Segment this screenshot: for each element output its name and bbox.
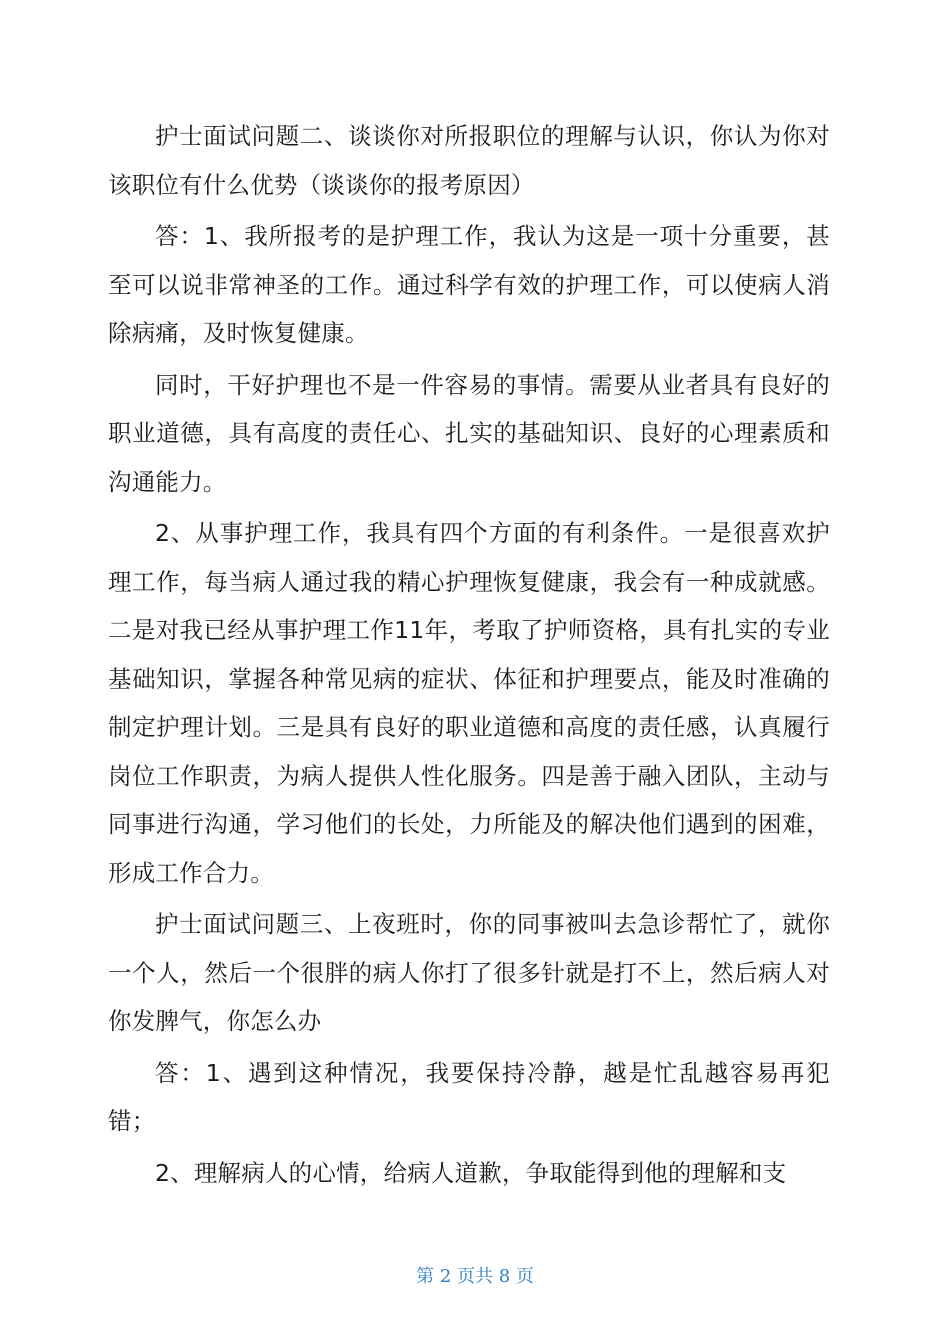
- paragraph-answer-2-continued: 同时，干好护理也不是一件容易的事情。需要从业者具有良好的职业道德，具有高度的责任心、扎实的基础知识、良好的心理素质和沟通能力。: [108, 370, 830, 496]
- paragraph-answer-2-part-1: 答：1、我所报考的是护理工作，我认为这是一项十分重要，甚至可以说非常神圣的工作。通过科学有效的护理工作，可以使病人消除病痛，及时恢复健康。: [108, 222, 830, 347]
- paragraph-question-3: 护士面试问题三、上夜班时，你的同事被叫去急诊帮忙了，就你一个人，然后一个很胖的病人你打了很多针就是打不上，然后病人对你发脾气，你怎么办: [108, 910, 830, 1035]
- page-number-footer: 第 2 页共 8 页: [416, 1266, 534, 1287]
- paragraph-answer-3-part-2: 2、理解病人的心情，给病人道歉，争取能得到他的理解和支: [155, 1158, 787, 1187]
- document-body: [108, 112, 830, 1200]
- paragraph-answer-3-part-1: 答：1、遇到这种情况，我要保持冷静，越是忙乱越容易再犯错；: [108, 1058, 830, 1135]
- paragraph-answer-2-part-2: 2、从事护理工作，我具有四个方面的有利条件。一是很喜欢护理工作，每当病人通过我的精心护理恢复健康，我会有一种成就感。二是对我已经从事护理工作11年，考取了护师资格，具有扎实的专业基础知识，掌握各种常见病的症状、体征和护理要点，能及时准确的制定护理计划。三是具有良好的职业道德和高度的责任感，认真履行岗位工作职责，为病人提供人性化服务。四是善于融入团队，主动与同事进行沟通，学习他们的长处，力所能及的解决他们遇到的困难，形成工作合力。: [108, 519, 830, 887]
- paragraph-question-2: 护士面试问题二、谈谈你对所报职位的理解与认识，你认为你对该职位有什么优势（谈谈你的报考原因）: [108, 122, 830, 199]
